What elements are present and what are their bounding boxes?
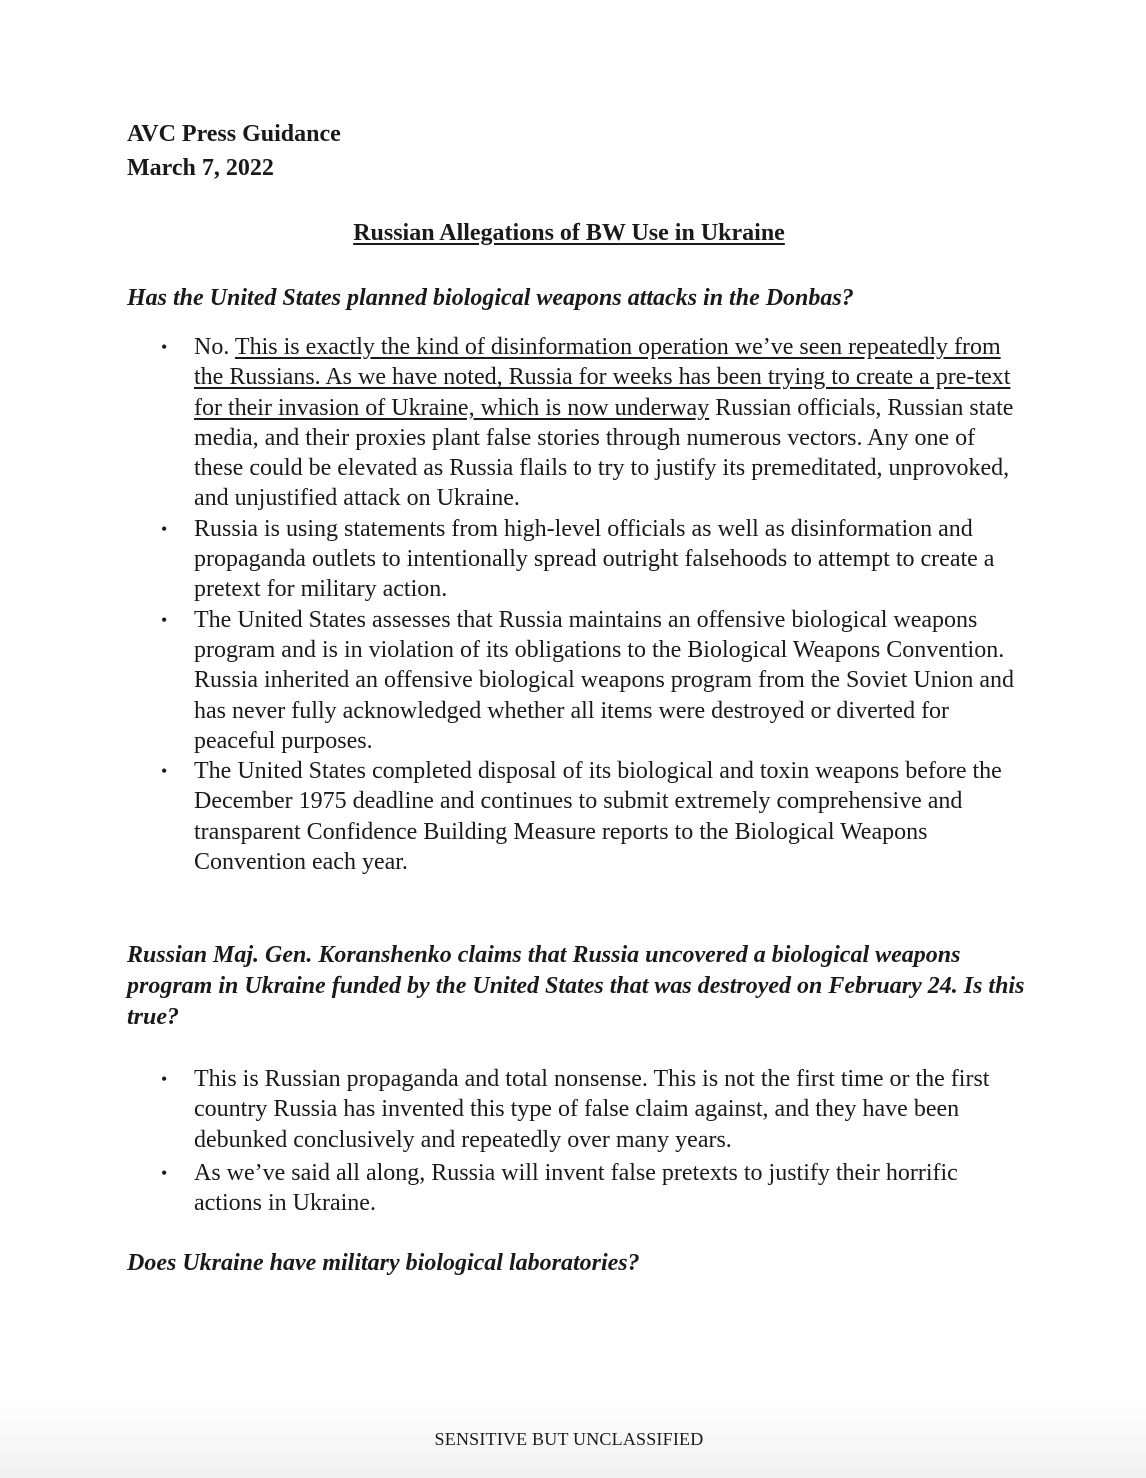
bullet-icon: • bbox=[161, 609, 168, 630]
classification-footer: SENSITIVE BUT UNCLASSIFIED bbox=[434, 1429, 704, 1449]
office-label: AVC Press Guidance bbox=[127, 121, 341, 147]
list-item bbox=[161, 605, 1024, 756]
answer-list-1 bbox=[161, 332, 1024, 877]
list-item bbox=[161, 756, 1024, 877]
bullet-icon: • bbox=[161, 1162, 168, 1183]
bullet-icon: • bbox=[161, 1069, 168, 1089]
bullet-text: As we’ve said all along, Russia will invent false pretexts to justify their horrific actions in Ukraine. bbox=[194, 1159, 958, 1217]
bullet-text: Russian officials, Russian state media, and their proxies plant false stories through numerous vectors. Any one of these could be elevated as Russia flails to try to justify its premeditated, unprovoked, and unjustified attack on Ukraine. bbox=[194, 394, 1014, 512]
list-item bbox=[161, 332, 1024, 514]
list-item bbox=[161, 1064, 1024, 1155]
bullet-text: The United States assesses that Russia maintains an offensive biological weapons program and is in violation of its obligations to the Biological Weapons Convention. Russia inherited an offensive biological weapons program from the Soviet Union and has never fully acknowledged whether all items were destroyed or diverted for peaceful purposes. bbox=[194, 606, 1015, 754]
bullet-text: This is Russian propaganda and total nonsense. This is not the first time or the first country Russia has invented this type of false claim against, and they have been debunked conclusively and repeatedly over many years. bbox=[194, 1066, 990, 1153]
bullet-icon: • bbox=[161, 337, 168, 357]
question-3: Does Ukraine have military biological laboratories? bbox=[127, 1250, 640, 1276]
document-title: Russian Allegations of BW Use in Ukraine bbox=[353, 220, 785, 246]
list-item bbox=[161, 514, 1024, 605]
bullet-text: Russia is using statements from high-level officials as well as disinformation and propaganda outlets to intentionally spread outright falsehoods to attempt to create a pretext for military action. bbox=[194, 515, 995, 603]
bullet-underlined-text: This is exactly the kind of disinformation operation we’ve seen repeatedly from the Russians. As we have noted, Russia for weeks has been trying to create a pre-text for their invasion of Ukraine, which is now underway bbox=[194, 334, 1011, 421]
bullet-text: The United States completed disposal of its biological and toxin weapons before the December 1975 deadline and continues to submit extremely comprehensive and transparent Confidence Building Measure reports to the Biological Weapons Convention each year. bbox=[194, 758, 1002, 876]
question-1: Has the United States planned biological weapons attacks in the Donbas? bbox=[127, 285, 854, 311]
bullet-icon: • bbox=[161, 761, 168, 782]
document-date: March 7, 2022 bbox=[127, 155, 274, 181]
question-2: Russian Maj. Gen. Koranshenko claims that Russia uncovered a biological weapons program in Ukraine funded by the United States that was destroyed on February 24. Is this true? bbox=[127, 942, 1025, 1030]
answer-list-2 bbox=[161, 1064, 1024, 1218]
bullet-lead: No. bbox=[194, 334, 235, 360]
bullet-icon: • bbox=[161, 518, 168, 539]
document-header bbox=[127, 117, 341, 185]
list-item bbox=[161, 1158, 1024, 1219]
